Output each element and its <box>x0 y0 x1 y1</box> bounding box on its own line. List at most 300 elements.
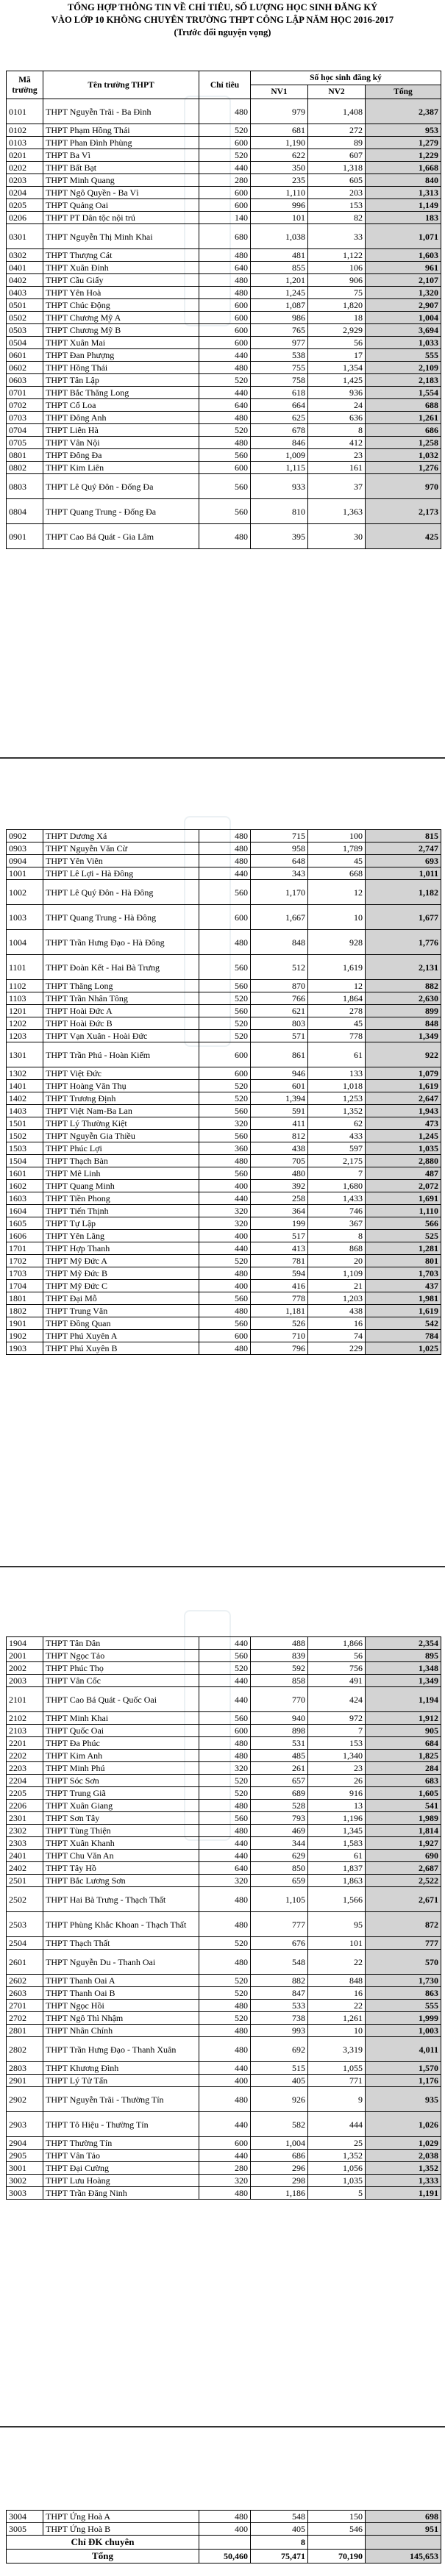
nv2-count: 1,425 <box>308 374 366 387</box>
school-code: 0302 <box>7 249 43 262</box>
school-code: 0401 <box>7 262 43 274</box>
total-count: 1,776 <box>366 930 441 955</box>
table-row <box>7 855 441 867</box>
school-code: 0203 <box>7 174 43 187</box>
nv1-count: 411 <box>251 1117 308 1130</box>
nv1-count: 296 <box>251 2162 308 2175</box>
table-row <box>7 1937 441 1950</box>
nv2-count: 61 <box>308 1042 366 1067</box>
school-name: THPT Đại Mỗ <box>43 1292 199 1305</box>
nv1-count: 629 <box>251 1850 308 1862</box>
quota: 520 <box>199 1975 251 1987</box>
total-count: 1,619 <box>366 1080 441 1092</box>
nv2-count: 26 <box>308 1775 366 1787</box>
total-count: 1,603 <box>366 249 441 262</box>
table-row <box>7 1687 441 1712</box>
total-count: 1,989 <box>366 1812 441 1825</box>
quota: 400 <box>199 2523 251 2536</box>
nv1-count: 766 <box>251 992 308 1005</box>
school-name: THPT Bắc Thăng Long <box>43 387 199 399</box>
quota: 480 <box>199 2025 251 2037</box>
school-code: 2504 <box>7 1937 43 1950</box>
school-name: THPT Xuân Khanh <box>43 1837 199 1850</box>
quota: 520 <box>199 1030 251 1042</box>
school-code: 0502 <box>7 312 43 324</box>
nv2-count: 82 <box>308 212 366 224</box>
table-row <box>7 1850 441 1862</box>
school-code: 1003 <box>7 905 43 930</box>
table-row <box>7 1242 441 1255</box>
table-row <box>7 1787 441 1800</box>
nv1-count: 1,170 <box>251 880 308 905</box>
table-row <box>7 137 441 149</box>
school-code: 1202 <box>7 1017 43 1030</box>
nv1-count: 438 <box>251 1142 308 1155</box>
nv2-count: 1,035 <box>308 2175 366 2187</box>
school-name: THPT Lý Thường Kiệt <box>43 1117 199 1130</box>
school-name: THPT Lưu Hoàng <box>43 2175 199 2187</box>
quota: 480 <box>199 2087 251 2112</box>
school-name: THPT Xuân Giang <box>43 1800 199 1812</box>
nv1-count: 979 <box>251 99 308 124</box>
quota: 480 <box>199 1750 251 1762</box>
nv2-count: 1,318 <box>308 162 366 174</box>
nv2-count: 1,789 <box>308 842 366 855</box>
total-count: 1,194 <box>366 1687 441 1712</box>
school-code: 1802 <box>7 1305 43 1317</box>
school-name: THPT Đông Anh <box>43 412 199 424</box>
school-code: 0501 <box>7 299 43 312</box>
header-code: Mã trường <box>7 71 43 99</box>
school-name: THPT Khương Đình <box>43 2062 199 2075</box>
school-name: THPT Chu Văn An <box>43 1850 199 1862</box>
nv2-count: 868 <box>308 1242 366 1255</box>
school-name: THPT Nhân Chính <box>43 2025 199 2037</box>
school-code: 0205 <box>7 199 43 212</box>
nv2-count: 56 <box>308 337 366 349</box>
nv1-count: 810 <box>251 499 308 524</box>
nv2-count: 928 <box>308 930 366 955</box>
school-code: 0802 <box>7 462 43 474</box>
total-count: 935 <box>366 2087 441 2112</box>
quota: 480 <box>199 1305 251 1317</box>
total-count: 1,570 <box>366 2062 441 2075</box>
table-row <box>7 499 441 524</box>
table-row <box>7 474 441 499</box>
nv1-count: 705 <box>251 1155 308 1167</box>
school-code: 1403 <box>7 1105 43 1117</box>
table-row <box>7 1105 441 1117</box>
school-name: THPT Thạch Bàn <box>43 1155 199 1167</box>
table-row <box>7 2000 441 2012</box>
school-code: 0903 <box>7 842 43 855</box>
school-code: 3001 <box>7 2162 43 2175</box>
nv1-count: 392 <box>251 1180 308 1192</box>
quota: 560 <box>199 880 251 905</box>
table-row <box>7 2112 441 2137</box>
school-name: THPT Vân Tảo <box>43 2150 199 2162</box>
school-name: THPT Ngô Thì Nhậm <box>43 2012 199 2025</box>
total-count: 1,182 <box>366 880 441 905</box>
nv1-count: 710 <box>251 1330 308 1342</box>
quota: 520 <box>199 1080 251 1092</box>
nv2-count: 133 <box>308 1067 366 1080</box>
nv2-count: 1,863 <box>308 1875 366 1887</box>
quota: 560 <box>199 1650 251 1662</box>
school-name: THPT Chúc Động <box>43 299 199 312</box>
quota: 600 <box>199 1042 251 1067</box>
school-code: 2401 <box>7 1850 43 1862</box>
total-count: 863 <box>366 1987 441 2000</box>
total-count: 848 <box>366 1017 441 1030</box>
special-label: Chỉ ĐK chuyên <box>7 2536 199 2550</box>
quota: 600 <box>199 1330 251 1342</box>
school-code: 1903 <box>7 1342 43 1355</box>
quota: 480 <box>199 1267 251 1280</box>
school-code: 2203 <box>7 1762 43 1775</box>
total-count: 2,671 <box>366 1887 441 1912</box>
nv2-count: 61 <box>308 1850 366 1862</box>
nv1-count: 758 <box>251 374 308 387</box>
nv1-count: 625 <box>251 412 308 424</box>
nv2-count: 7 <box>308 1167 366 1180</box>
quota: 560 <box>199 499 251 524</box>
school-code: 0705 <box>7 437 43 449</box>
school-code: 2701 <box>7 2000 43 2012</box>
quota: 440 <box>199 1675 251 1687</box>
school-code: 2502 <box>7 1887 43 1912</box>
school-code: 1904 <box>7 1637 43 1650</box>
nv1-count: 755 <box>251 362 308 374</box>
quota: 480 <box>199 2187 251 2200</box>
school-code: 2402 <box>7 1862 43 1875</box>
school-code: 0206 <box>7 212 43 224</box>
school-name: THPT Yên Lãng <box>43 1230 199 1242</box>
quota: 480 <box>199 1950 251 1975</box>
quota: 400 <box>199 1230 251 1242</box>
school-name: THPT Phú Xuyên A <box>43 1330 199 1342</box>
school-name: THPT Kim Liên <box>43 462 199 474</box>
quota: 440 <box>199 1837 251 1850</box>
total-count: 2,647 <box>366 1092 441 1105</box>
nv1-count: 692 <box>251 2037 308 2062</box>
nv1-count: 689 <box>251 1787 308 1800</box>
school-name: THPT Mỹ Đức C <box>43 1280 199 1292</box>
school-code: 0701 <box>7 387 43 399</box>
nv1-count: 1,201 <box>251 274 308 287</box>
nv2-count: 1,055 <box>308 2062 366 2075</box>
total-count: 899 <box>366 1005 441 1017</box>
nv2-count: 62 <box>308 1117 366 1130</box>
school-name: THPT Quang Trung - Đống Đa <box>43 499 199 524</box>
school-code: 2902 <box>7 2087 43 2112</box>
school-name: THPT Trần Hưng Đạo - Hà Đông <box>43 930 199 955</box>
quota: 440 <box>199 1687 251 1712</box>
nv1-count: 350 <box>251 162 308 174</box>
table-row <box>7 1305 441 1317</box>
school-name: THPT Phạm Hồng Thái <box>43 124 199 137</box>
quota: 560 <box>199 980 251 992</box>
school-code: 0101 <box>7 99 43 124</box>
total-count: 555 <box>366 349 441 362</box>
nv1-count: 796 <box>251 1342 308 1355</box>
nv1-count: 582 <box>251 2112 308 2137</box>
school-name: THPT Vân Nội <box>43 437 199 449</box>
school-code: 1703 <box>7 1267 43 1280</box>
nv2-count: 203 <box>308 187 366 199</box>
table-row <box>7 149 441 162</box>
nv2-count: 101 <box>308 1937 366 1950</box>
school-code: 0901 <box>7 524 43 549</box>
quota: 600 <box>199 1725 251 1737</box>
nv1-count: 882 <box>251 1975 308 1987</box>
nv2-count: 23 <box>308 1762 366 1775</box>
nv2-count: 13 <box>308 1800 366 1812</box>
nv2-count: 45 <box>308 855 366 867</box>
nv1-count: 846 <box>251 437 308 449</box>
table-row <box>7 1725 441 1737</box>
total-count: 693 <box>366 855 441 867</box>
header-nv1: NV1 <box>251 85 308 99</box>
nv1-count: 933 <box>251 474 308 499</box>
nv1-count: 548 <box>251 1950 308 1975</box>
page-separator <box>0 757 445 759</box>
table-row <box>7 1180 441 1192</box>
table-row <box>7 1762 441 1775</box>
nv1-count: 926 <box>251 2087 308 2112</box>
nv1-count: 898 <box>251 1725 308 1737</box>
nv2-count: 95 <box>308 1912 366 1937</box>
school-code: 0904 <box>7 855 43 867</box>
school-name: THPT Cao Bá Quát - Quốc Oai <box>43 1687 199 1712</box>
table-row <box>7 387 441 399</box>
school-name: THPT Thạch Thất <box>43 1937 199 1950</box>
table-row <box>7 980 441 992</box>
quota: 600 <box>199 324 251 337</box>
total-count: 840 <box>366 174 441 187</box>
school-name: THPT Cổ Loa <box>43 399 199 412</box>
school-code: 2903 <box>7 2112 43 2137</box>
quota: 560 <box>199 1292 251 1305</box>
nv1-count: 235 <box>251 174 308 187</box>
nv1-count: 686 <box>251 2150 308 2162</box>
nv2-count: 24 <box>308 399 366 412</box>
total-count: 487 <box>366 1167 441 1180</box>
table-row <box>7 287 441 299</box>
nv2-count: 100 <box>308 830 366 842</box>
nv1-count: 1,667 <box>251 905 308 930</box>
quota: 600 <box>199 187 251 199</box>
school-name: THPT Quang Trung - Hà Đông <box>43 905 199 930</box>
table-row <box>7 1675 441 1687</box>
table-row <box>7 212 441 224</box>
quota: 600 <box>199 1067 251 1080</box>
nv2-count: 229 <box>308 1342 366 1355</box>
nv2-count: 1,820 <box>308 299 366 312</box>
quota: 480 <box>199 1912 251 1937</box>
quota: 480 <box>199 524 251 549</box>
school-name: THPT Xuân Đỉnh <box>43 262 199 274</box>
school-table-page-2 <box>6 829 441 1355</box>
title-line-2: VÀO LỚP 10 KHÔNG CHUYÊN TRƯỜNG THPT CÔNG LẬP NĂM HỌC 2016-2017 <box>51 15 394 25</box>
table-row <box>7 337 441 349</box>
school-code: 1704 <box>7 1280 43 1292</box>
table-row <box>7 1217 441 1230</box>
total-count: 895 <box>366 1650 441 1662</box>
school-code: 2102 <box>7 1712 43 1725</box>
total-count: 970 <box>366 474 441 499</box>
nv1-count: 480 <box>251 1167 308 1180</box>
nv2-count: 1,354 <box>308 362 366 374</box>
total-count: 1,619 <box>366 1305 441 1317</box>
table-row <box>7 830 441 842</box>
nv1-count: 664 <box>251 399 308 412</box>
school-name: THPT Phùng Khắc Khoan - Thạch Thất <box>43 1912 199 1937</box>
table-row <box>7 1950 441 1975</box>
total-count: 2,109 <box>366 362 441 374</box>
quota: 560 <box>199 1130 251 1142</box>
quota: 560 <box>199 1005 251 1017</box>
total-count: 1,035 <box>366 1142 441 1155</box>
table-row <box>7 374 441 387</box>
school-code: 3004 <box>7 2511 43 2523</box>
school-code: 1801 <box>7 1292 43 1305</box>
total-count: 1,348 <box>366 1662 441 1675</box>
nv2-count: 22 <box>308 2000 366 2012</box>
quota: 320 <box>199 1205 251 1217</box>
nv1-count: 812 <box>251 1130 308 1142</box>
table-row <box>7 1987 441 2000</box>
total-count: 2,630 <box>366 992 441 1005</box>
nv1-count: 1,181 <box>251 1305 308 1317</box>
quota: 520 <box>199 124 251 137</box>
school-code: 0403 <box>7 287 43 299</box>
total-count: 1,333 <box>366 2175 441 2187</box>
quota: 480 <box>199 1342 251 1355</box>
school-name: THPT Kim Anh <box>43 1750 199 1762</box>
total-count: 1,191 <box>366 2187 441 2200</box>
school-code: 1301 <box>7 1042 43 1067</box>
nv1-count: 528 <box>251 1800 308 1812</box>
school-code: 2206 <box>7 1800 43 1812</box>
table-row <box>7 2037 441 2062</box>
school-name: THPT Nguyễn Văn Cừ <box>43 842 199 855</box>
school-name: THPT Hồng Thái <box>43 362 199 374</box>
nv2-count: 20 <box>308 1255 366 1267</box>
nv1-count: 1,190 <box>251 137 308 149</box>
nv2-count: 45 <box>308 1017 366 1030</box>
total-count: 686 <box>366 424 441 437</box>
total-count: 183 <box>366 212 441 224</box>
table-row <box>7 1230 441 1242</box>
school-code: 2905 <box>7 2150 43 2162</box>
total-count: 1,276 <box>366 462 441 474</box>
total-count: 473 <box>366 1117 441 1130</box>
total-count: 1,004 <box>366 312 441 324</box>
nv2-count: 23 <box>308 449 366 462</box>
school-code: 3003 <box>7 2187 43 2200</box>
school-table-page-1 <box>6 71 441 549</box>
table-row <box>7 1005 441 1017</box>
table-row <box>7 174 441 187</box>
school-name: THPT Chương Mỹ B <box>43 324 199 337</box>
quota: 440 <box>199 349 251 362</box>
table-row <box>7 1067 441 1080</box>
table-row <box>7 1030 441 1042</box>
header-total: Tổng <box>366 85 441 99</box>
total-count: 1,003 <box>366 2025 441 2037</box>
quota: 480 <box>199 930 251 955</box>
school-code: 2901 <box>7 2075 43 2087</box>
school-code: 1503 <box>7 1142 43 1155</box>
total-count: 2,107 <box>366 274 441 287</box>
table-row <box>7 1737 441 1750</box>
school-code: 3002 <box>7 2175 43 2187</box>
quota: 520 <box>199 374 251 387</box>
nv2-count: 607 <box>308 149 366 162</box>
table-row <box>7 99 441 124</box>
nv1-count: 1,004 <box>251 2137 308 2150</box>
school-name: THPT Việt Đức <box>43 1067 199 1080</box>
school-name: THPT Bất Bạt <box>43 162 199 174</box>
nv2-count: 1,583 <box>308 1837 366 1850</box>
total-quota: 50,460 <box>199 2550 251 2564</box>
total-count: 1,349 <box>366 1030 441 1042</box>
total-count: 2,354 <box>366 1637 441 1650</box>
quota: 600 <box>199 312 251 324</box>
nv1-count: 778 <box>251 1292 308 1305</box>
quota: 440 <box>199 1242 251 1255</box>
total-count: 1,943 <box>366 1105 441 1117</box>
total-count: 1,258 <box>366 437 441 449</box>
nv2-count: 17 <box>308 349 366 362</box>
table-row <box>7 1712 441 1725</box>
school-code: 1103 <box>7 992 43 1005</box>
school-code: 0902 <box>7 830 43 842</box>
table-row <box>7 312 441 324</box>
school-name: THPT Trần Nhân Tông <box>43 992 199 1005</box>
nv2-count: 916 <box>308 1787 366 1800</box>
nv1-count: 601 <box>251 1080 308 1092</box>
total-count: 1,677 <box>366 905 441 930</box>
total-count: 961 <box>366 262 441 274</box>
nv1-count: 781 <box>251 1255 308 1267</box>
school-code: 2003 <box>7 1675 43 1687</box>
nv1-count: 659 <box>251 1875 308 1887</box>
quota: 640 <box>199 262 251 274</box>
table-row <box>7 955 441 980</box>
school-code: 0801 <box>7 449 43 462</box>
total-count: 2,173 <box>366 499 441 524</box>
school-name: THPT Nguyễn Gia Thiều <box>43 1130 199 1142</box>
total-count: 1,703 <box>366 1267 441 1280</box>
school-code: 2002 <box>7 1662 43 1675</box>
nv1-count: 847 <box>251 1987 308 2000</box>
quota: 560 <box>199 1712 251 1725</box>
school-name: THPT Minh Khai <box>43 1712 199 1725</box>
special-total <box>366 2536 441 2550</box>
total-count: 2,183 <box>366 374 441 387</box>
school-name: THPT Liên Hà <box>43 424 199 437</box>
total-count: 784 <box>366 1330 441 1342</box>
nv1-count: 678 <box>251 424 308 437</box>
special-row <box>7 2536 441 2550</box>
quota: 640 <box>199 399 251 412</box>
quota: 560 <box>199 1812 251 1825</box>
table-row <box>7 867 441 880</box>
table-row <box>7 124 441 137</box>
nv2-count: 161 <box>308 462 366 474</box>
